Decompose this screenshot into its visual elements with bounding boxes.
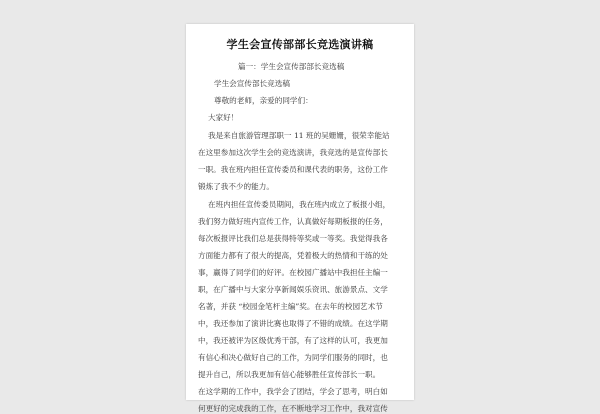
paragraph-2-line: 每次板报评比我们总是获得特等奖或一等奖。我觉得我各 bbox=[198, 234, 388, 243]
paragraph-1-line: 锻炼了我不少的能力。 bbox=[198, 182, 274, 191]
paragraph-2-line: 何更好的完成我的工作，在不断地学习工作中，我对宣传 bbox=[198, 404, 388, 413]
salutation: 尊敬的老师，亲爱的同学们： bbox=[214, 96, 313, 105]
paragraph-1-line: 我是来自旅游管理部职一 11 班的吴姗姗，很荣幸能站 bbox=[208, 131, 390, 140]
paragraph-2-line: 名著，并获 “校园金笔杆主编”奖。在去年的校园艺术节 bbox=[198, 302, 383, 311]
paragraph-2-line: 事，赢得了同学们的好评。在校园广播站中我担任主编一 bbox=[198, 268, 388, 277]
paragraph-2-line: 有信心和决心做好自己的工作，为同学们服务的同时，也 bbox=[198, 353, 388, 362]
section-heading: 篇一：学生会宣传部部长竞选稿 bbox=[238, 62, 345, 71]
paragraph-1-line: 一职。我在班内担任宣传委员和课代表的职务，这份工作 bbox=[198, 165, 388, 174]
document-title: 学生会宣传部部长竞选演讲稿 bbox=[226, 38, 374, 51]
paragraph-2-line: 提升自己，所以我更加有信心能够胜任宣传部长一职。 bbox=[198, 370, 381, 379]
document-page bbox=[186, 24, 414, 413]
paragraph-2-line: 中，我还被评为区级优秀干部，有了这样的认可，我更加 bbox=[198, 336, 388, 345]
paragraph-2-line: 在这学期的工作中，我学会了团结，学会了思考，明白如 bbox=[198, 387, 388, 396]
sub-heading: 学生会宣传部长竞选稿 bbox=[214, 79, 290, 88]
paragraph-2-line: 职，在广播中与大家分享新闻娱乐资讯、旅游景点、文学 bbox=[198, 285, 388, 294]
paragraph-2-line: 我们努力做好班内宣传工作，认真做好每期板报的任务， bbox=[198, 217, 388, 226]
paragraph-1-line: 在这里参加这次学生会的竞选演讲，我竞选的是宣传部长 bbox=[198, 148, 388, 157]
paragraph-2-line: 在班内担任宣传委员期间，我在班内成立了板报小组， bbox=[208, 200, 391, 209]
paragraph-2-line: 中，我还参加了演讲比赛也取得了不错的成绩。在这学期 bbox=[198, 319, 388, 328]
paragraph-2-line: 方面能力都有了很大的提高，凭着极大的热情和干练的处 bbox=[198, 251, 388, 260]
greeting: 大家好！ bbox=[208, 113, 239, 122]
